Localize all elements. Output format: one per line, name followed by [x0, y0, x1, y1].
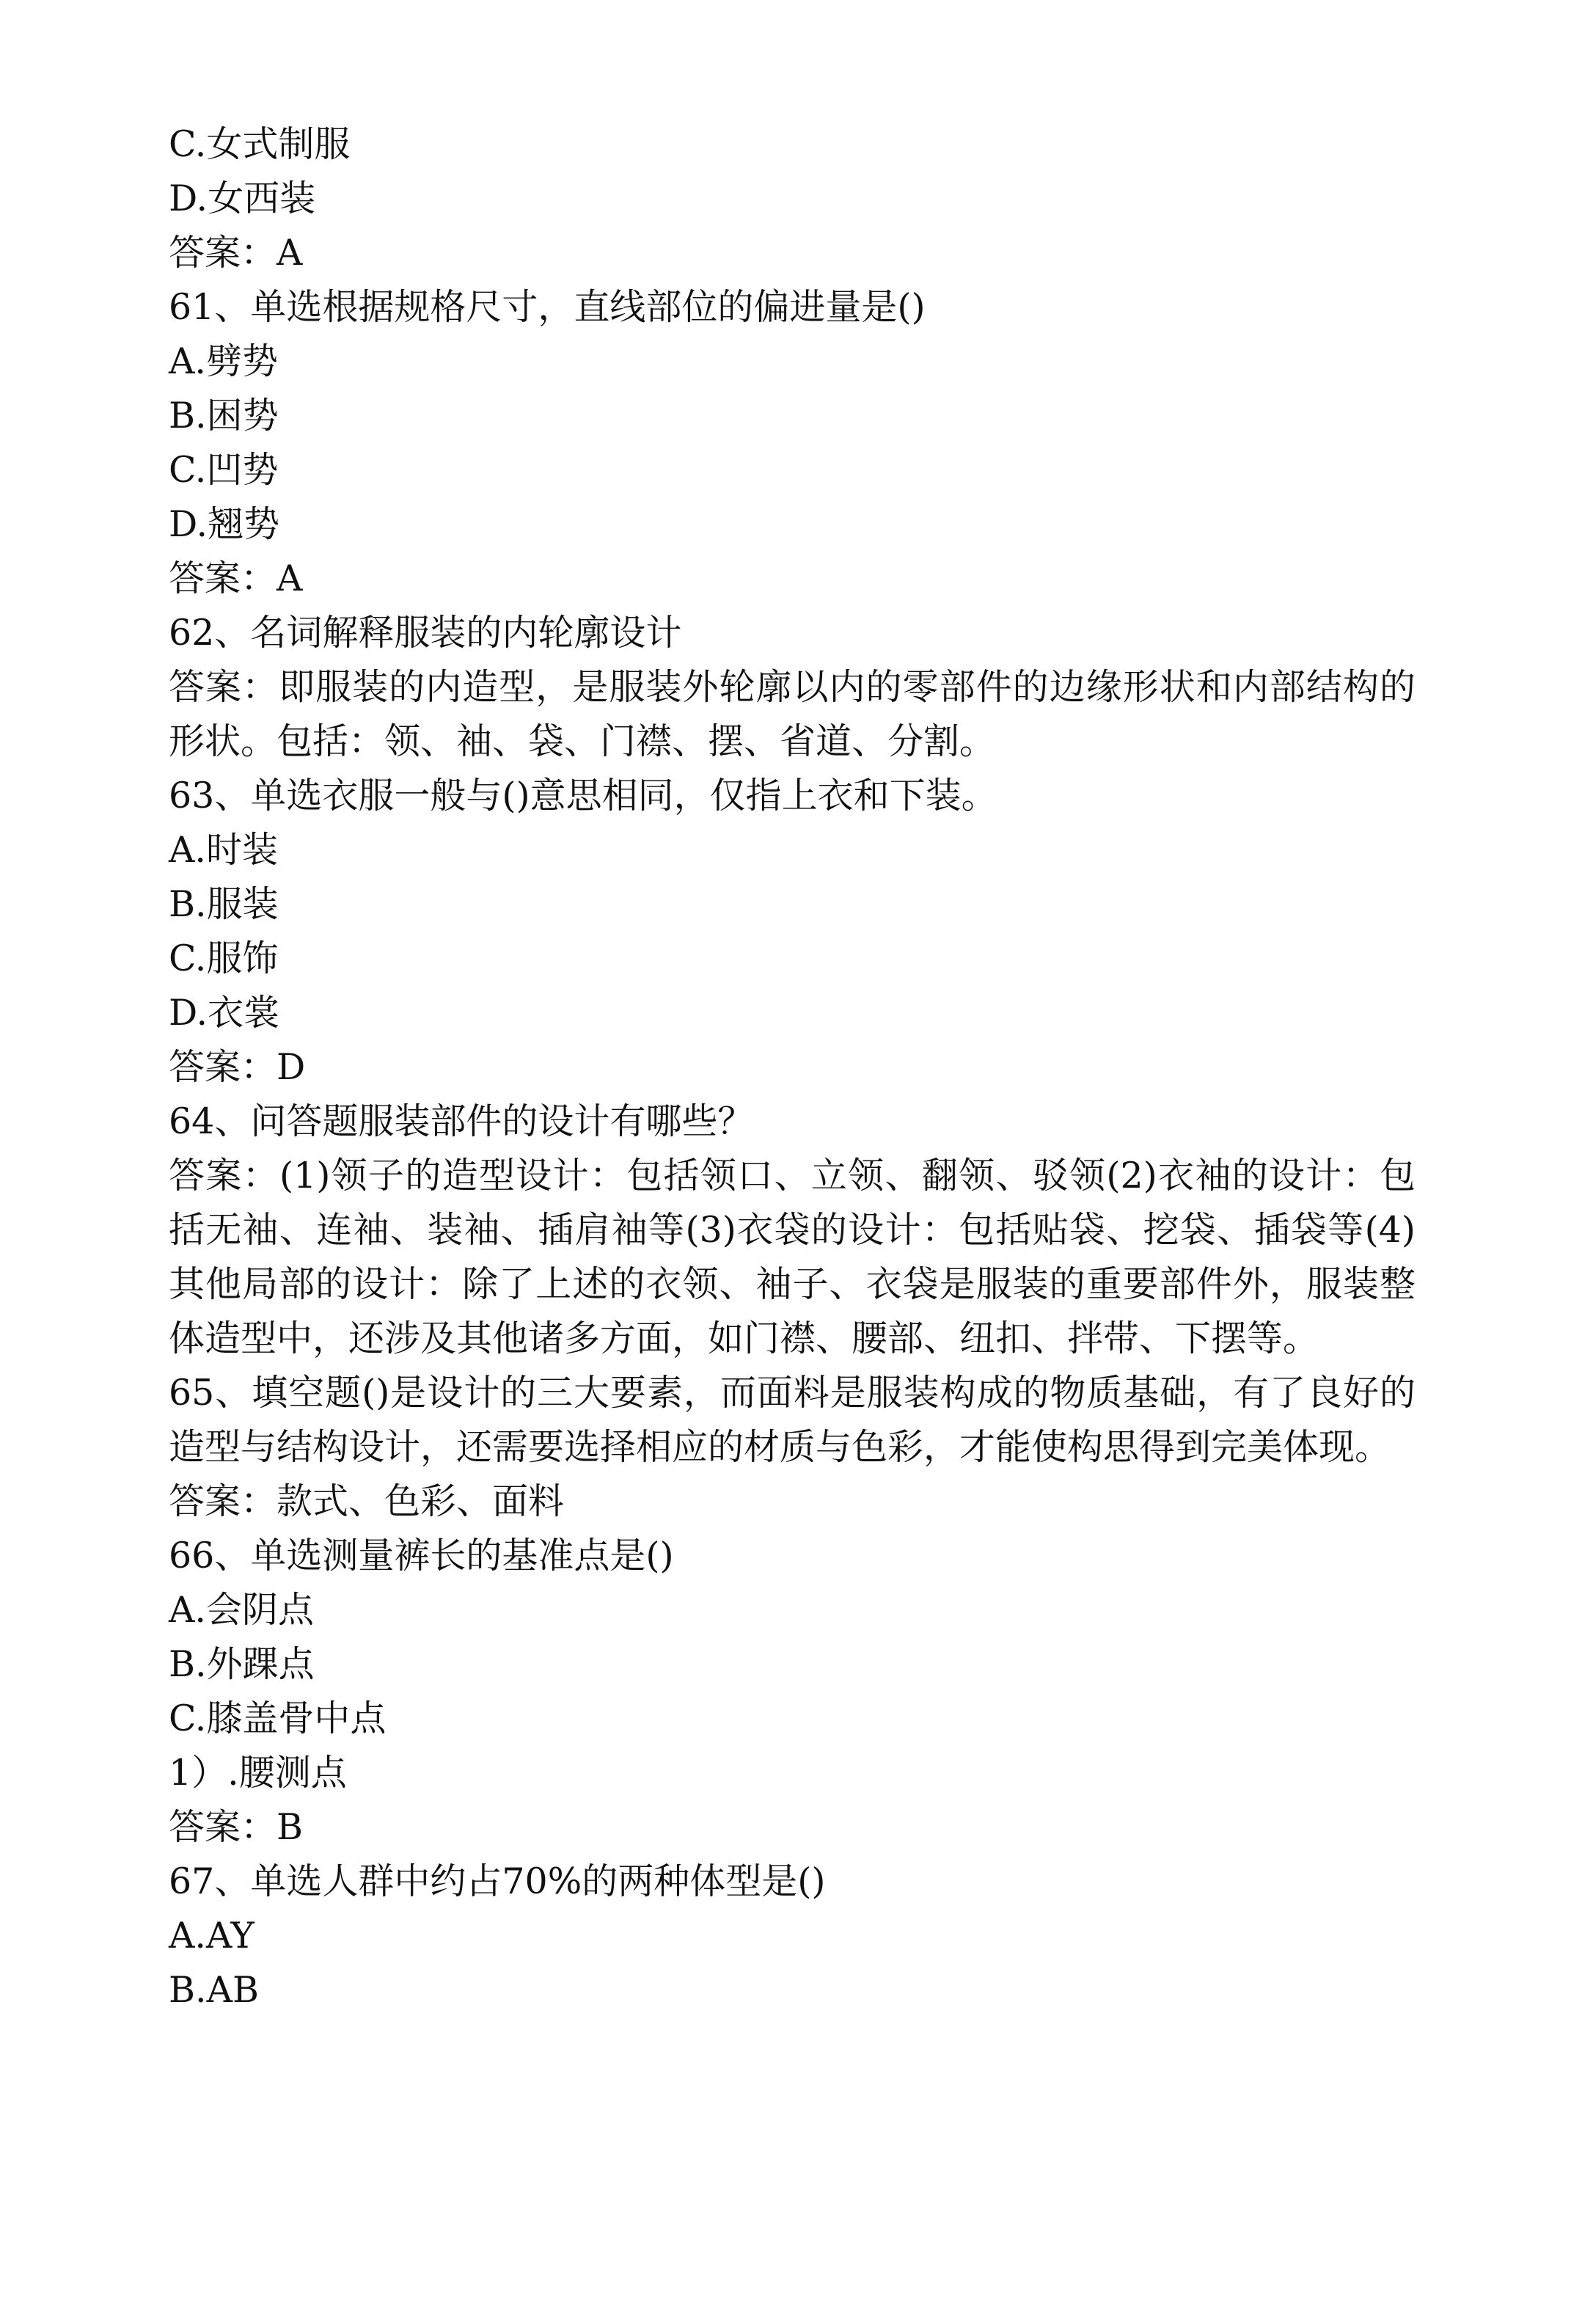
option-a-q67: A.AY: [169, 1915, 254, 1956]
answer-q61: 答案：A: [169, 558, 303, 599]
question-61: 61、单选根据规格尺寸，直线部位的偏进量是(): [169, 286, 926, 328]
question-67: 67、单选人群中约占70%的两种体型是(): [169, 1860, 826, 1902]
answer-q60: 答案：A: [169, 232, 303, 274]
answer-q64: 答案：(1)领子的造型设计：包括领口、立领、翻领、驳领(2)衣袖的设计：包括无袖、连袖、装袖、插肩袖等(3)衣袋的设计：包括贴袋、挖袋、插袋等(4)其他局部的设计：除了上述的衣领、袖子、衣袋是服装的重要部件外，服装整体造型中，还涉及其他诸多方面，如门襟、腰部、纽扣、拌带、下摆等。: [169, 1155, 1416, 1359]
option-c-q63: C.服饰: [169, 938, 279, 979]
option-d-q61: D.翘势: [169, 503, 280, 545]
option-b-q63: B.服装: [169, 883, 279, 925]
answer-q65: 答案：款式、色彩、面料: [169, 1480, 565, 1522]
option-d-q60: D.女西装: [169, 178, 316, 219]
answer-q62: 答案：即服装的内造型，是服装外轮廓以内的零部件的边缘形状和内部结构的形状。包括：领、袖、袋、门襟、摆、省道、分割。: [169, 666, 1416, 762]
option-c-q66: C.膝盖骨中点: [169, 1698, 387, 1739]
question-63: 63、单选衣服一般与()意思相同，仅指上衣和下装。: [169, 775, 997, 816]
option-a-q61: A.劈势: [169, 340, 278, 382]
question-62: 62、名词解释服装的内轮廓设计: [169, 612, 682, 654]
option-d-q66: 1）.腰测点: [169, 1752, 347, 1794]
answer-q63: 答案：D: [169, 1046, 306, 1088]
question-66: 66、单选测量裤长的基准点是(): [169, 1535, 674, 1576]
option-c-q60: C.女式制服: [169, 123, 351, 165]
option-b-q61: B.困势: [169, 395, 279, 436]
option-a-q66: A.会阴点: [169, 1589, 314, 1631]
answer-q66: 答案：B: [169, 1806, 304, 1848]
document-page: [169, 117, 1416, 2017]
option-d-q63: D.衣裳: [169, 992, 280, 1034]
option-a-q63: A.时装: [169, 829, 278, 871]
option-b-q67: B.AB: [169, 1969, 259, 2011]
question-65: 65、填空题()是设计的三大要素，而面料是服装构成的物质基础，有了良好的造型与结构设计，还需要选择相应的材质与色彩，才能使构思得到完美体现。: [169, 1372, 1416, 1468]
option-c-q61: C.凹势: [169, 449, 279, 491]
question-64: 64、问答题服装部件的设计有哪些？: [169, 1100, 754, 1142]
option-b-q66: B.外踝点: [169, 1643, 315, 1685]
